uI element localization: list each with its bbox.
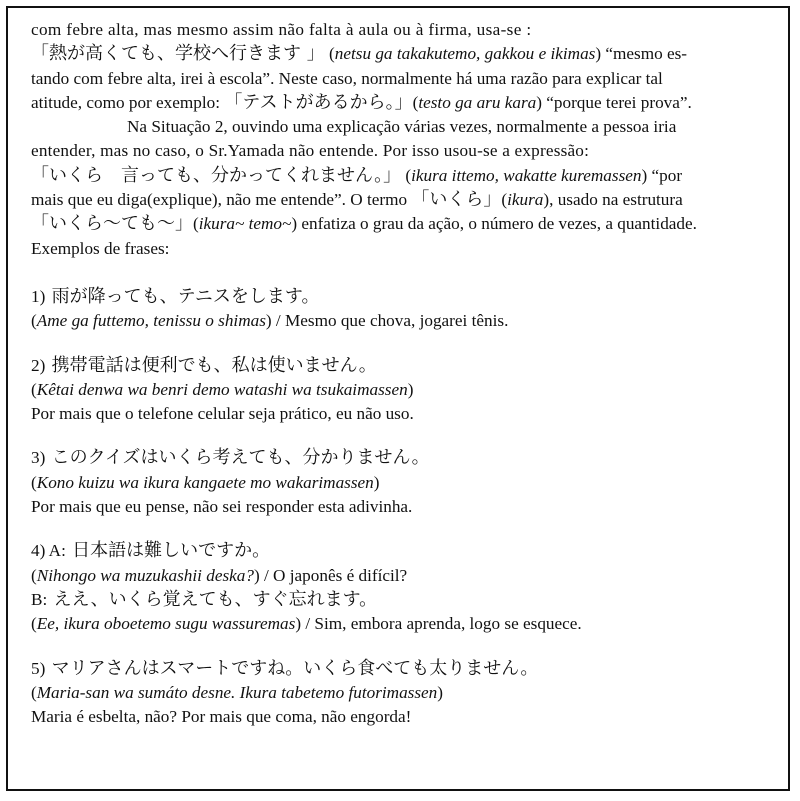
p2-japanese-expression: 「いくら 言っても、分かってくれません。」 [31,164,402,186]
p2-line-5 [31,212,791,236]
example-5 [31,657,791,730]
example-3-translation: Por mais que eu pense, não sei responder esta adivinha. [31,497,413,517]
p1-line-4 [31,91,791,115]
example-2-romaji-line [31,378,791,402]
example-4-b-japanese: ええ、いくら覚えても、すぐ忘れます。 [53,588,378,610]
example-5-number: 5) [31,658,46,678]
example-4-b-paren-open: ( [31,614,37,634]
p1-example-japanese: 「テストがあるから。」 [224,91,413,113]
example-3-paren-open: ( [31,472,37,492]
p1-line-1 [31,18,791,42]
example-3-romaji-line [31,471,791,495]
example-2-number: 2) [31,355,46,375]
example-1 [31,285,791,334]
example-2-romaji: Kêtai denwa wa benri demo watashi wa tsukaimassen [36,379,408,399]
example-2 [31,354,791,427]
example-4-b-japanese-line [31,588,791,612]
p2-term-japanese: 「いくら」 [411,189,502,211]
example-4-a-translation: ) / O japonês é difícil? [253,565,408,585]
example-5-romaji: Maria-san wa sumáto desne. Ikura tabetemo futorimassen [36,682,438,702]
example-3-number: 3) [31,448,46,468]
p1-example-translation: ) “porque terei prova”. [536,92,692,112]
example-4-b-romaji: Ee, ikura oboetemo sugu wassuremas [36,614,296,634]
example-1-translation: ) / Mesmo que chova, jogarei tênis. [265,311,509,331]
example-3-japanese: このクイズはいくら考えても、分かりません。 [51,447,430,469]
example-4-a-romaji-line [31,564,791,588]
examples-heading: Exemplos de frases: [31,238,170,258]
p1-paren-open: ( [324,44,335,64]
p2-line-2-text: entender, mas no caso, o Sr.Yamada não entende. Por isso usou-se a expressão: [31,141,590,161]
p2-line-2 [31,139,791,163]
example-5-japanese-line [31,657,791,681]
example-3-romaji: Kono kuizu wa ikura kangaete mo wakarimassen [36,472,374,492]
p1-line-4-pre: atitude, como por exemplo: [31,92,225,112]
p1-example-romaji: testo ga aru kara [418,92,537,112]
p1-romaji: netsu ga takakutemo, gakkou e ikimas [334,44,596,64]
example-2-japanese-line [31,354,791,378]
p1-line-2 [31,42,791,66]
p2-line-5-post: ) enfatiza o grau da ação, o número de vezes, a quantidade. [291,214,697,234]
example-2-paren-open: ( [31,379,37,399]
example-1-number: 1) [31,286,46,306]
example-1-japanese: 雨が降っても、テニスをします。 [51,285,320,307]
p1-line-1-text: com febre alta, mas mesmo assim não falta à aula ou à firma, usa-se : [31,20,532,39]
example-2-translation: Por mais que o telefone celular seja prático, eu não uso. [31,404,414,424]
p1-japanese-phrase: 「熱が高くても、学校へ行きます 」 [31,43,325,65]
paragraph-1 [31,18,791,115]
p2-romaji: ikura ittemo, wakatte kuremassen [411,165,642,185]
p2-paren-open-3: ( [193,214,199,234]
p2-term-romaji: ikura [507,190,544,210]
p2-structure-romaji: ikura~ temo~ [198,214,292,234]
p2-paren-open: ( [401,165,412,185]
example-4-b-romaji-line [31,612,791,636]
example-1-romaji: Ame ga futtemo, tenissu o shimas [36,311,266,331]
example-3 [31,446,791,519]
example-2-japanese: 携帯電話は便利でも、私は使いません。 [51,354,377,376]
p1-line-3-text: tando com febre alta, irei à escola”. Neste caso, normalmente há uma razão para explicar tal [31,68,663,88]
example-4-a-paren-open: ( [31,565,37,585]
example-5-translation: Maria é esbelta, não? Por mais que coma, não engorda! [31,707,412,727]
example-1-paren-open: ( [31,311,37,331]
example-5-paren-open: ( [31,682,37,702]
example-4-a-romaji: Nihongo wa muzukashii deska? [36,565,254,585]
example-4-number: 4) A: [31,541,66,561]
example-4-b-translation: ) / Sim, embora aprenda, logo se esquece. [295,614,582,634]
example-3-japanese-line [31,446,791,470]
example-4 [31,539,791,636]
example-3-paren-close: ) [373,472,380,492]
p2-line-1-text: Na Situação 2, ouvindo uma explicação várias vezes, normalmente a pessoa iria [127,117,677,137]
example-5-japanese: マリアさんはスマートですね。いくら食べても太りません。 [51,657,539,679]
p2-paren-open-2: ( [501,190,508,210]
paragraph-2 [31,115,791,261]
p2-line-6 [31,237,791,261]
p2-translation-start: ) “por [641,165,683,185]
p2-line-4-post: ), usado na estrutura [543,190,683,210]
p2-structure-japanese: 「いくら〜ても〜」 [31,213,193,235]
p1-paren-open-2: ( [412,92,419,112]
example-2-paren-close: ) [407,379,414,399]
example-4-b-label: B: [31,589,48,609]
example-4-a-japanese-line [31,539,791,563]
p2-line-3 [31,164,791,188]
p2-line-1 [31,115,791,139]
example-5-romaji-line [31,681,791,705]
p2-line-4 [31,188,791,212]
example-1-japanese-line [31,285,791,309]
example-4-a-japanese: 日本語は難しいですか。 [72,540,271,562]
example-1-romaji-line [31,309,791,333]
document-body [31,18,791,729]
p1-translation-start: ) “mesmo es- [595,44,688,64]
p1-line-3 [31,67,791,91]
p2-line-4-pre: mais que eu diga(explique), não me entende”. O termo [31,190,412,210]
example-5-paren-close: ) [437,682,444,702]
